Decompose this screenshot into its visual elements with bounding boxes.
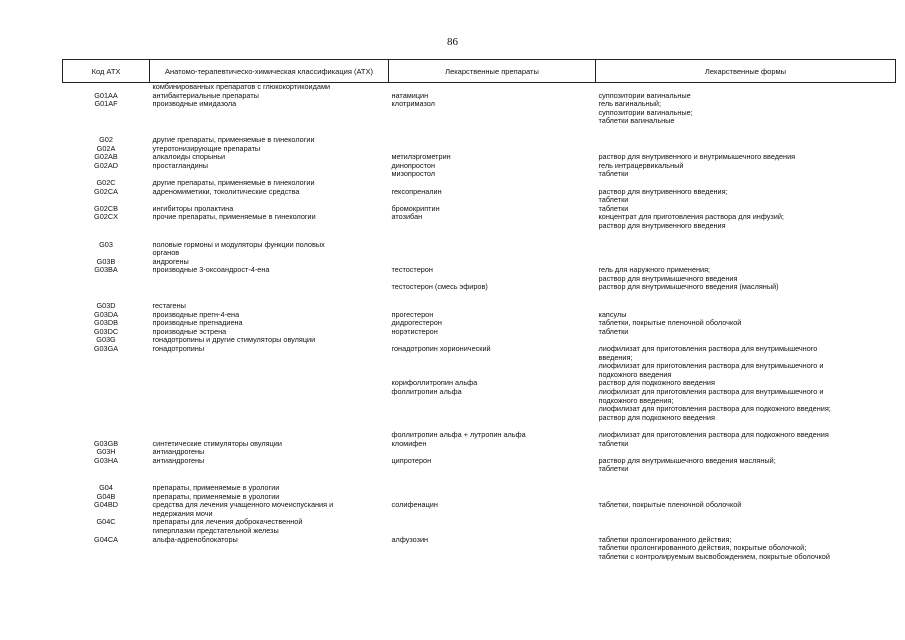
cell-drug-line: атозибан xyxy=(391,212,423,222)
cell-drug-line: солифенацин xyxy=(391,500,438,510)
cell-drug-line xyxy=(392,414,593,423)
cell-drug-line: мизопростол xyxy=(391,169,436,179)
cell-classification-line: утеротонизирующие препараты xyxy=(152,143,261,153)
table-row xyxy=(63,100,896,126)
cell-drug xyxy=(389,440,596,449)
cell-form-line: лиофилизат для приготовления раствора для внутримышечного xyxy=(598,344,818,354)
cell-classification-line: гестагены xyxy=(152,301,186,311)
cell-form-line: гель для наружного применения; xyxy=(598,265,711,275)
cell-drug-line xyxy=(392,362,593,371)
cell-code-line: G03G xyxy=(96,335,116,345)
cell-classification-line: половые гормоны и модуляторы функции половых xyxy=(152,239,325,249)
cell-drug-line xyxy=(392,518,593,527)
cell-form-line: таблетки xyxy=(598,438,629,448)
cell-form-line: лиофилизат для приготовления раствора для подкожного введения xyxy=(598,429,829,439)
cell-code-line: G02 xyxy=(99,134,113,144)
row-spacer xyxy=(63,292,896,302)
table-row xyxy=(63,518,896,535)
header-forms: Лекарственные формы xyxy=(596,60,896,83)
cell-drug-line: клотримазол xyxy=(391,99,435,109)
cell-drug xyxy=(389,536,596,562)
cell-form-line: таблетки xyxy=(598,195,629,205)
table-row xyxy=(63,213,896,230)
cell-drug-line xyxy=(392,397,593,406)
cell-classification xyxy=(150,518,389,535)
cell-classification-line: прочие препараты, применяемые в гинекологии xyxy=(152,212,316,222)
cell-form xyxy=(596,484,896,493)
header-drugs: Лекарственные препараты xyxy=(389,60,596,83)
cell-drug xyxy=(389,518,596,535)
cell-drug-line: норэтистерон xyxy=(391,326,438,336)
cell-classification-line: комбинированных препаратов с глюкокортикоидами xyxy=(152,82,331,91)
cell-form-line: таблетки xyxy=(598,326,629,336)
cell-code-line: G04BD xyxy=(94,500,118,510)
cell-form-line: капсулы xyxy=(598,309,627,319)
header-classification: Анатомо-терапевтическо-химическая классификация (АТХ) xyxy=(150,60,389,83)
cell-form xyxy=(596,241,896,258)
cell-code-line: G03D xyxy=(96,301,116,311)
cell-form xyxy=(596,162,896,179)
cell-form xyxy=(596,319,896,328)
cell-classification-line: ингибиторы пролактина xyxy=(152,203,234,213)
cell-form-line xyxy=(599,241,893,250)
cell-form-line: суппозитории вагинальные; xyxy=(598,107,693,117)
cell-code-line: G03DB xyxy=(94,318,118,328)
cell-code xyxy=(63,518,150,535)
cell-code-line: G02AD xyxy=(94,160,118,170)
cell-drug xyxy=(389,345,596,440)
page-number: 86 xyxy=(447,36,458,48)
cell-code-line: G03HA xyxy=(94,455,118,465)
cell-classification-line: синтетические стимуляторы овуляции xyxy=(152,438,282,448)
cell-drug-line: кломифен xyxy=(391,438,427,448)
cell-code xyxy=(63,100,150,126)
table-row xyxy=(63,266,896,292)
cell-drug xyxy=(389,241,596,258)
cell-classification-line: андрогены xyxy=(152,256,189,266)
cell-form-line xyxy=(599,518,893,527)
cell-code xyxy=(63,241,150,258)
cell-form xyxy=(596,302,896,311)
cell-code-line: G04C xyxy=(96,517,116,527)
cell-classification-line: алкалоиды спорыньи xyxy=(152,152,226,162)
cell-code-line: G03DC xyxy=(93,326,119,336)
cell-drug-line: гонадотропин хорионический xyxy=(391,344,491,354)
cell-drug-line xyxy=(392,484,593,493)
cell-code-line: G03GB xyxy=(93,438,119,448)
cell-classification-line: органов xyxy=(152,248,180,258)
cell-drug xyxy=(389,188,596,205)
cell-drug xyxy=(389,457,596,474)
cell-classification-line: другие препараты, применяемые в гинекологии xyxy=(152,177,315,187)
cell-form-line: раствор для внутримышечного введения xyxy=(598,273,738,283)
cell-form-line: таблетки вагинальные xyxy=(598,116,675,126)
cell-code xyxy=(63,536,150,562)
cell-classification-line: другие препараты, применяемые в гинекологии xyxy=(152,134,315,144)
cell-form xyxy=(596,440,896,449)
cell-classification-line: производные эстрена xyxy=(152,326,227,336)
cell-form-line: таблетки пролонгированного действия; xyxy=(598,534,732,544)
cell-classification xyxy=(150,241,389,258)
cell-form-line: таблетки, покрытые пленочной оболочкой xyxy=(598,500,742,510)
cell-code-line: G03 xyxy=(99,239,113,249)
cell-drug-line: дидрогестерон xyxy=(391,318,442,328)
cell-code-line: G01AF xyxy=(94,99,118,109)
cell-code-line: G04CA xyxy=(94,534,118,544)
cell-form-line: гель вагинальный; xyxy=(598,99,662,109)
cell-classification-line: гонадотропины xyxy=(152,344,205,354)
cell-classification xyxy=(150,345,389,440)
cell-drug xyxy=(389,266,596,292)
cell-form xyxy=(596,213,896,230)
cell-form xyxy=(596,266,896,292)
cell-drug-line: фоллитропин альфа xyxy=(391,387,462,396)
cell-classification-line: средства для лечения учащенного мочеиспускания и xyxy=(152,500,334,510)
cell-drug xyxy=(389,100,596,126)
cell-form xyxy=(596,457,896,474)
cell-code-line: G03BA xyxy=(94,265,118,275)
cell-form-line: раствор для внутривенного введения xyxy=(598,220,726,230)
cell-code xyxy=(63,266,150,292)
cell-code xyxy=(63,188,150,205)
cell-classification-line: адреномиметики, токолитические средства xyxy=(152,186,300,196)
cell-code xyxy=(63,162,150,179)
cell-classification xyxy=(150,162,389,179)
cell-code-line: G02CA xyxy=(94,186,118,196)
cell-drug-line: тестостерон (смесь эфиров) xyxy=(391,282,488,292)
cell-code-line: G02CB xyxy=(94,203,118,213)
cell-classification xyxy=(150,266,389,292)
cell-code-line: G01AA xyxy=(94,90,118,100)
cell-form xyxy=(596,136,896,145)
cell-form-line: раствор для подкожного введения xyxy=(598,378,715,388)
row-spacer-cell xyxy=(63,231,896,241)
cell-code-line: G03GA xyxy=(93,344,119,354)
cell-code-line: G03H xyxy=(96,447,116,457)
cell-drug xyxy=(389,328,596,337)
atc-table xyxy=(62,59,896,561)
cell-form-line xyxy=(599,484,893,493)
cell-drug-line xyxy=(392,354,593,363)
cell-form-line: раствор для внутримышечного введения масляный; xyxy=(598,455,776,465)
cell-drug-line xyxy=(392,241,593,250)
cell-drug-line: динопростон xyxy=(391,160,435,170)
cell-form xyxy=(596,518,896,535)
cell-form-line: лиофилизат для приготовления раствора для внутримышечного и xyxy=(598,387,824,396)
table-row xyxy=(63,345,896,440)
cell-form-line: подкожного введения xyxy=(598,369,672,379)
cell-code-line: G02CX xyxy=(94,212,118,222)
header-code: Код АТХ xyxy=(63,60,150,83)
cell-drug-line: бромокриптин xyxy=(391,203,440,213)
cell-form-line: раствор для внутривенного и внутримышечного введения xyxy=(598,152,796,162)
cell-code xyxy=(63,501,150,518)
cell-code-line: G02AB xyxy=(94,152,118,162)
cell-code-line: G04 xyxy=(99,482,113,492)
cell-drug-line: фоллитропин альфа + лутропин альфа xyxy=(391,429,526,439)
cell-form xyxy=(596,100,896,126)
table-header-row xyxy=(63,60,896,83)
cell-classification xyxy=(150,100,389,126)
cell-form-line xyxy=(599,302,893,311)
cell-code-line: G04B xyxy=(96,491,116,501)
cell-form-line: раствор для подкожного введения xyxy=(598,412,715,422)
cell-drug-line: метилэргометрин xyxy=(391,152,451,162)
cell-classification xyxy=(150,501,389,518)
cell-form-line: таблетки пролонгированного действия, покрытые оболочкой; xyxy=(598,543,807,553)
cell-drug xyxy=(389,501,596,518)
table-row xyxy=(63,188,896,205)
table-row xyxy=(63,162,896,179)
table-body xyxy=(63,83,896,562)
cell-drug xyxy=(389,162,596,179)
cell-classification-line: препараты, применяемые в урологии xyxy=(152,491,280,501)
cell-form xyxy=(596,501,896,518)
table-row xyxy=(63,457,896,474)
cell-code xyxy=(63,345,150,440)
cell-code-line: G03DA xyxy=(94,309,118,319)
cell-form xyxy=(596,536,896,562)
cell-drug-line: корифоллитропин альфа xyxy=(391,378,478,388)
cell-code-line: G02C xyxy=(96,177,116,187)
cell-form-line xyxy=(599,136,893,145)
cell-drug-line: тестостерон xyxy=(391,265,433,275)
row-spacer xyxy=(63,231,896,241)
cell-classification-line: альфа-адреноблокаторы xyxy=(152,534,238,544)
cell-drug-line: натамицин xyxy=(391,90,429,100)
cell-classification-line: антибактериальные препараты xyxy=(152,90,259,100)
cell-classification xyxy=(150,188,389,205)
cell-form-line: лиофилизат для приготовления раствора для внутримышечного и xyxy=(598,361,824,371)
table-row xyxy=(63,501,896,518)
cell-form-line: лиофилизат для приготовления раствора для подкожного введения; xyxy=(598,404,831,414)
cell-form-line: таблетки с контролируемым высвобождением, покрытые оболочкой xyxy=(598,551,830,561)
cell-classification xyxy=(150,536,389,562)
cell-classification-line: производные 3-оксоандрост-4-ена xyxy=(152,265,270,275)
cell-form-line: концентрат для приготовления раствора для инфузий; xyxy=(598,212,784,222)
cell-drug-line: алфузозин xyxy=(391,534,429,544)
cell-form-line: раствор для внутримышечного введения (масляный) xyxy=(598,282,779,292)
cell-drug-line: ципротерон xyxy=(391,455,432,465)
cell-form-line: подкожного введения; xyxy=(598,395,674,405)
cell-form-line: таблетки xyxy=(598,464,629,474)
cell-form-line: введения; xyxy=(598,352,633,362)
cell-drug-line xyxy=(392,136,593,145)
cell-classification-line: недержания мочи xyxy=(152,508,213,518)
cell-code xyxy=(63,213,150,230)
cell-form xyxy=(596,328,896,337)
cell-form-line: гель интрацервикальный xyxy=(598,160,684,170)
cell-classification-line: гиперплазии предстательной железы xyxy=(152,525,279,535)
cell-classification xyxy=(150,457,389,474)
row-spacer-cell xyxy=(63,292,896,302)
cell-form-line: раствор для внутривенного введения; xyxy=(598,186,728,196)
cell-drug xyxy=(389,484,596,493)
cell-classification xyxy=(150,213,389,230)
cell-form-line: таблетки xyxy=(598,169,629,179)
cell-form xyxy=(596,345,896,440)
cell-classification-line: производные прегнадиена xyxy=(152,318,243,328)
cell-form xyxy=(596,188,896,205)
cell-code xyxy=(63,457,150,474)
cell-classification-line: препараты для лечения доброкачественной xyxy=(152,517,303,527)
cell-code-line: G02A xyxy=(96,143,116,153)
cell-classification-line: препараты, применяемые в урологии xyxy=(152,482,280,492)
cell-classification-line: гонадотропины и другие стимуляторы овуляции xyxy=(152,335,316,345)
cell-classification-line: производные прегн-4-ена xyxy=(152,309,240,319)
table-row xyxy=(63,241,896,258)
cell-drug xyxy=(389,213,596,230)
cell-code-line: G03B xyxy=(96,256,116,266)
cell-classification-line: антиандрогены xyxy=(152,455,205,465)
cell-drug-line: прогестерон xyxy=(391,309,434,319)
cell-drug-line: гексопреналин xyxy=(391,186,442,196)
cell-form-line: таблетки, покрытые пленочной оболочкой xyxy=(598,318,742,328)
cell-form-line: таблетки xyxy=(598,203,629,213)
cell-classification-line: простагландины xyxy=(152,160,208,170)
cell-drug xyxy=(389,136,596,145)
cell-classification-line: антиандрогены xyxy=(152,447,205,457)
cell-drug-line xyxy=(392,405,593,414)
cell-form-line: суппозитории вагинальные xyxy=(598,90,691,100)
table-row xyxy=(63,536,896,562)
cell-classification-line: производные имидазола xyxy=(152,99,237,109)
